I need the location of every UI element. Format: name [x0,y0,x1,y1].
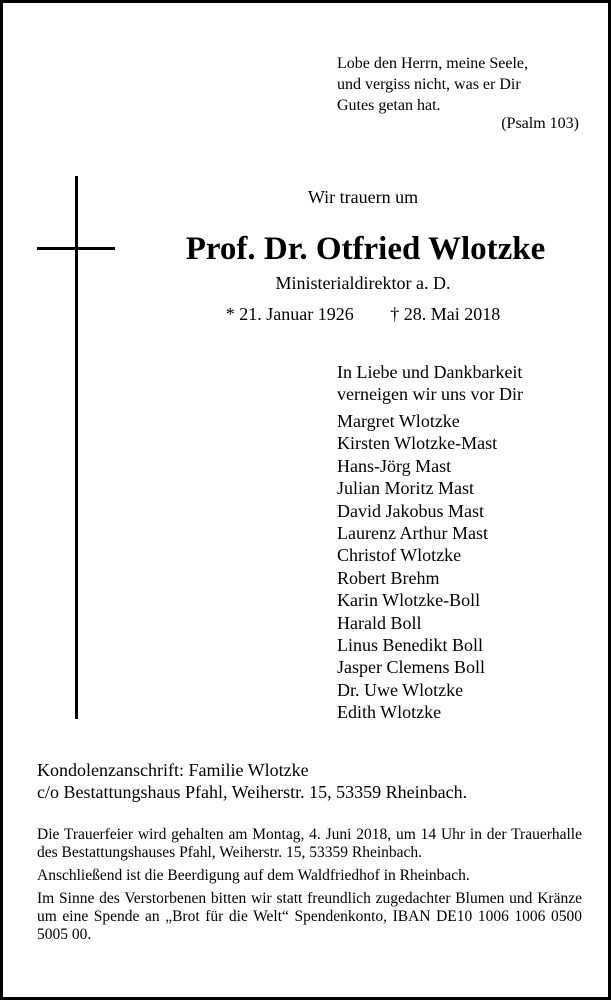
mourner-name: David Jakobus Mast [337,500,484,521]
mourning-line: Wir trauern um [307,187,419,207]
birth-date: * 21. Januar 1926 [225,304,354,324]
mourner-name: Kirsten Wlotzke-Mast [337,433,498,454]
mourner-name: Laurenz Arthur Mast [337,523,488,544]
intro-line: verneigen wir uns vor Dir [337,384,523,404]
family-intro [337,361,523,405]
funeral-service-text: Die Trauerfeier wird gehalten am Montag, 4. Juni 2018, um 14 Uhr in der Trauerhalle des Bestattungshauses Pfahl, Weiherstr. 15, 53359 Rheinbach. [37,826,582,861]
mourner-name: Jasper Clemens Boll [337,657,485,678]
psalm-quote [337,53,587,132]
mourner-name: Harald Boll [337,612,422,633]
life-dates [153,303,573,325]
mourner-name: Karin Wlotzke-Boll [337,590,481,611]
mourner-name: Linus Benedikt Boll [337,635,483,656]
mourner-name: Christof Wlotzke [337,545,462,566]
condolence-address-line: Kondolenzanschrift: Familie Wlotzke [37,760,309,780]
deceased-name: Prof. Dr. Otfried Wlotzke [185,231,546,267]
mourner-name: Edith Wlotzke [337,702,442,723]
psalm-reference: (Psalm 103) [501,115,579,132]
funeral-details [37,826,582,949]
mourner-name: Margret Wlotzke [337,411,460,431]
cross-horizontal-bar [37,247,115,250]
condolence-address-line: c/o Bestattungshaus Pfahl, Weiherstr. 15, 53359 Rheinbach. [37,782,468,802]
mourner-name: Dr. Uwe Wlotzke [337,679,464,700]
mourner-name: Julian Moritz Mast [337,478,474,499]
psalm-line: und vergiss nicht, was er Dir [337,76,521,93]
donation-text: Im Sinne des Verstorbenen bitten wir statt freundlich zugedachter Blumen und Kränze um eine Spende an „Brot für die Welt“ Spendenkonto, IBAN DE10 1006 1006 0500 5005 00. [37,890,582,943]
psalm-line: Gutes getan hat. [337,97,441,114]
mourner-name: Robert Brehm [337,567,440,588]
mourner-name: Hans-Jörg Mast [337,455,452,476]
mourner-list [337,410,497,724]
deceased-title: Ministerialdirektor a. D. [275,273,451,293]
cross-vertical-bar [75,176,78,719]
condolence-address [37,759,467,803]
intro-line: In Liebe und Dankbarkeit [337,362,523,382]
death-date: † 28. Mai 2018 [390,304,501,324]
burial-text: Anschließend ist die Beerdigung auf dem Waldfriedhof in Rheinbach. [37,867,470,884]
psalm-line: Lobe den Herrn, meine Seele, [337,55,529,72]
